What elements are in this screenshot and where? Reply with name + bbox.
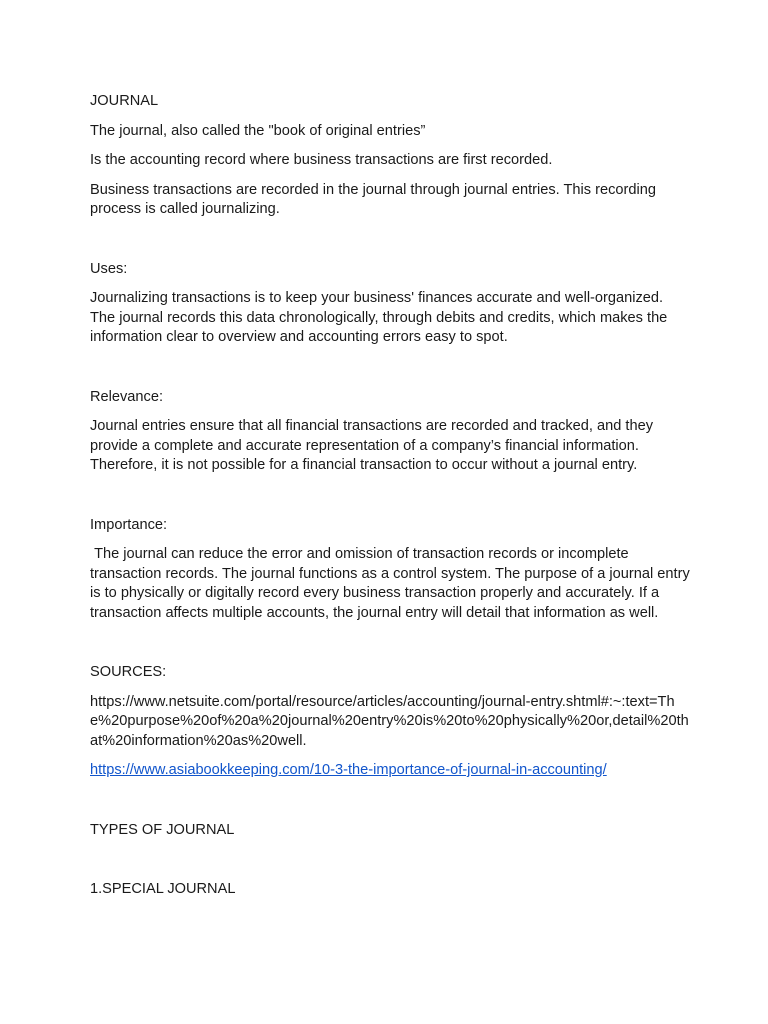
- importance-heading: Importance:: [90, 516, 168, 533]
- sources-heading: SOURCES:: [90, 664, 167, 680]
- source-link-wrapper: [90, 761, 690, 781]
- importance-body: The journal can reduce the error and omission of transaction records or incomplete transaction records. The journal functions as a control system. The purpose of a journal entry is to physically or digitally record every business transaction properly and accurately. If a transaction affects multiple accounts, the journal entry will detail that information as well.: [90, 546, 694, 621]
- special-journal-heading: 1.SPECIAL JOURNAL: [90, 881, 236, 897]
- document-page: [90, 92, 694, 900]
- types-of-journal-heading: TYPES OF JOURNAL: [90, 821, 235, 838]
- intro-paragraph-3: Business transactions are recorded in the journal through journal entries. This recording process is called journalizing.: [90, 181, 656, 217]
- relevance-heading: Relevance:: [90, 388, 164, 405]
- intro-paragraph-1: The journal, also called the "book of original entries”: [90, 122, 426, 139]
- source-link-asiabookkeeping[interactable]: https://www.asiabookkeeping.com/10-3-the-importance-of-journal-in-accounting/: [90, 762, 607, 778]
- intro-paragraph-2: Is the accounting record where business transactions are first recorded.: [90, 152, 553, 168]
- relevance-body: Journal entries ensure that all financial transactions are recorded and tracked, and they provide a complete and accurate representation of a company’s financial information. Therefore, it is not possible for a financial transaction to occur without a journal entry.: [90, 418, 653, 473]
- uses-heading: Uses:: [90, 260, 128, 277]
- source-url-netsuite: https://www.netsuite.com/portal/resource/articles/accounting/journal-entry.shtml#:~:text=The%20purpose%20of%20a%20journal%20entry%20is%20to%20physically%20or,detail%20that%20information%20as%20well.: [90, 693, 689, 749]
- document-title: JOURNAL: [90, 93, 159, 109]
- uses-body: Journalizing transactions is to keep your business' finances accurate and well-organized. The journal records this data chronologically, through debits and credits, which makes the information clear to overview and accounting errors easy to spot.: [90, 290, 668, 345]
